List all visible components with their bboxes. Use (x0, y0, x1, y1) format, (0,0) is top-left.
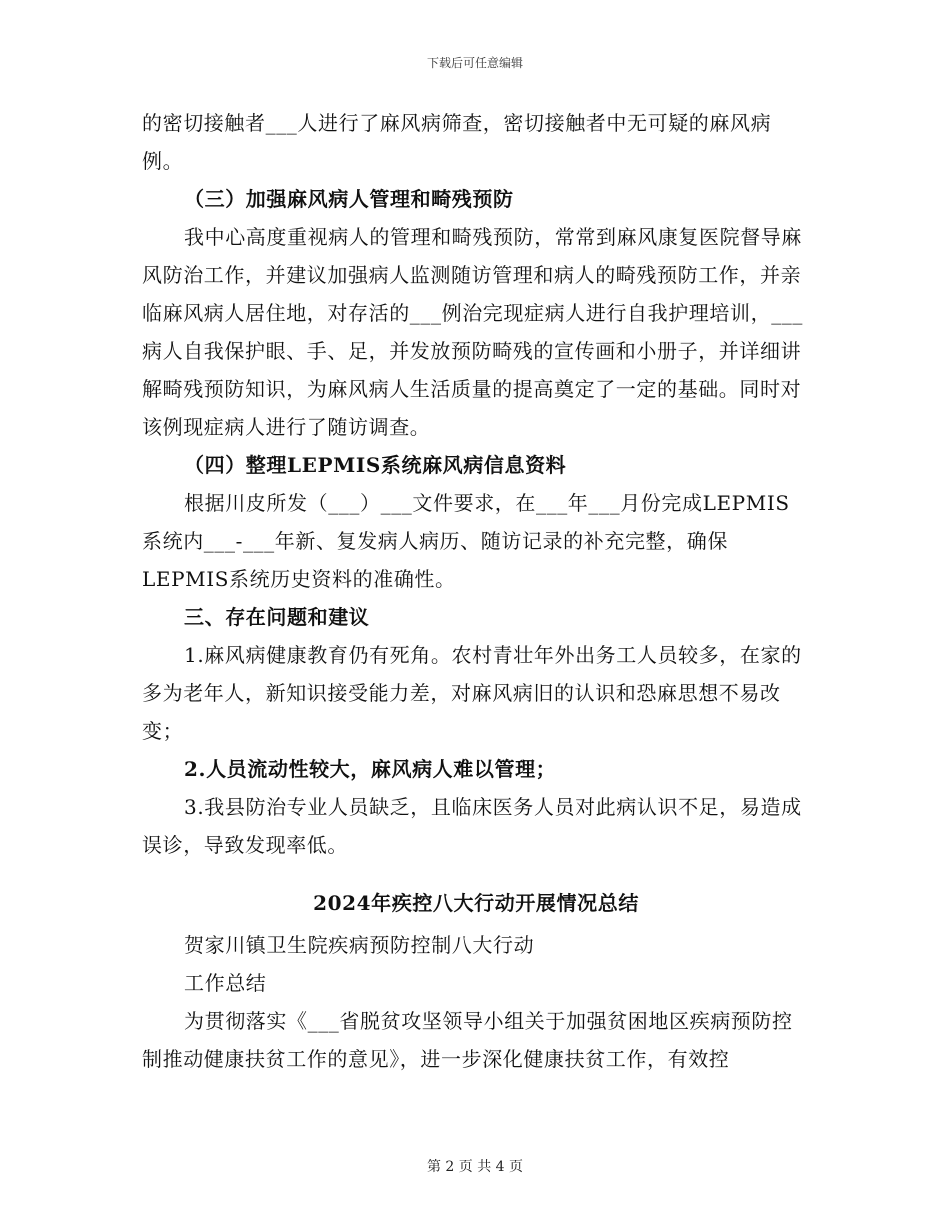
paragraph-lepmis: 根据川皮所发（___）___文件要求，在___年___月份完成LEPMIS系统内___-___年新、复发病人病历、随访记录的补充完整，确保LEPMIS系统历史资料的准确性。 (142, 491, 790, 591)
paragraph-management: 我中心高度重视病人的管理和畸残预防，常常到麻风康复医院督导麻风防治工作，并建议加强病人监测随访管理和病人的畸残预防工作，并亲临麻风病人居住地，对存活的___例治完现症病人进行自我护理培训，___病人自我保护眼、手、足，并发放预防畸残的宣传画和小册子，并详细讲解畸残预防知识，为麻风病人生活质量的提高奠定了一定的基础。同时对该例现症病人进行了随访调查。 (142, 225, 803, 439)
paragraph-problem-3: 3.我县防治专业人员缺乏，且临床医务人员对此病认识不足，易造成误诊，导致发现率低。 (142, 795, 802, 857)
section-heading-3: （三）加强麻风病人管理和畸残预防 (184, 187, 514, 211)
section-heading-4: （四）整理LEPMIS系统麻风病信息资料 (184, 453, 567, 477)
paragraph-contacts: 的密切接触者___人进行了麻风病筛查，密切接触者中无可疑的麻风病例。 (142, 111, 772, 173)
page-footer: 第 2 页 共 4 页 (426, 1159, 524, 1175)
document-body (142, 104, 810, 1078)
document-title: 2024年疾控八大行动开展情况总结 (313, 891, 639, 915)
page-header: 下载后可任意编辑 (426, 56, 523, 70)
paragraph-intro: 为贯彻落实《___省脱贫攻坚领导小组关于加强贫困地区疾病预防控制推动健康扶贫工作的意见》，进一步深化健康扶贫工作，有效控 (142, 1009, 793, 1071)
paragraph-problem-2: 2.人员流动性较大，麻风病人难以管理； (184, 757, 557, 781)
paragraph-problem-1: 1.麻风病健康教育仍有死角。农村青壮年外出务工人员较多，在家的多为老年人，新知识接受能力差，对麻风病旧的认识和恐麻思想不易改变； (142, 643, 802, 743)
paragraph-org: 贺家川镇卫生院疾病预防控制八大行动 (184, 933, 535, 957)
section-heading-problems: 三、存在问题和建议 (184, 605, 370, 629)
paragraph-work-summary: 工作总结 (184, 971, 267, 995)
